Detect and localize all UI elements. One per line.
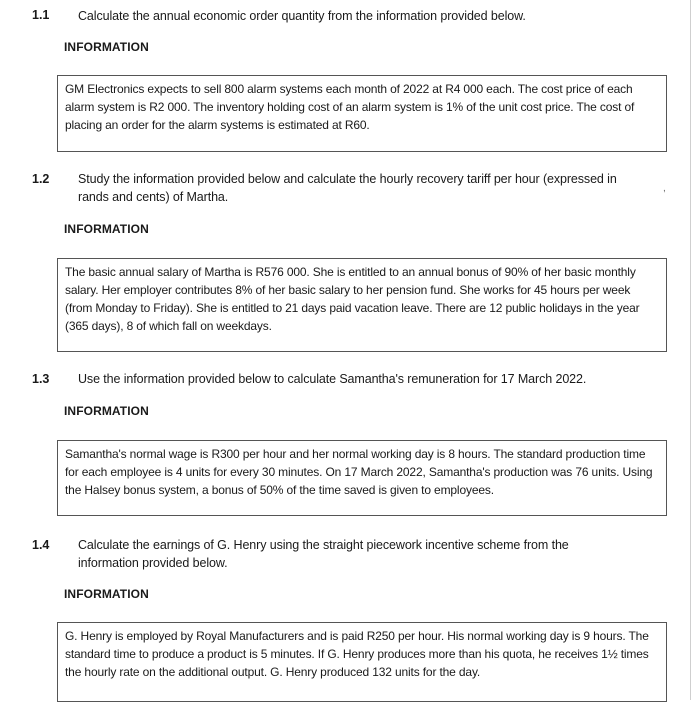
- stray-mark: ,: [663, 183, 666, 194]
- question-prompt: Study the information provided below and calculate the hourly recovery tariff per hour (expressed in rands and cents) of Martha.: [78, 172, 617, 204]
- question-number: 1.3: [32, 372, 50, 386]
- info-box: [57, 258, 667, 352]
- info-heading: INFORMATION: [64, 587, 149, 601]
- info-text: Samantha's normal wage is R300 per hour and her normal working day is 8 hours. The standard production time for each employee is 4 units for every 30 minutes. On 17 March 2022, Samantha's production was 76 units. Using the Halsey bonus system, a bonus of 50% of the time saved is given to employees.: [65, 447, 653, 497]
- info-heading: INFORMATION: [64, 222, 149, 236]
- question-prompt: Calculate the annual economic order quantity from the information provided below.: [78, 9, 526, 23]
- info-box: [57, 440, 667, 516]
- page-edge-rule: [690, 0, 691, 700]
- question-number: 1.2: [32, 172, 50, 186]
- question-number: 1.1: [32, 8, 50, 22]
- info-text: GM Electronics expects to sell 800 alarm systems each month of 2022 at R4 000 each. The cost price of each alarm system is R2 000. The inventory holding cost of an alarm system is 1% of the unit cost price. The cost of placing an order for the alarm systems is estimated at R60.: [65, 82, 635, 132]
- info-box: [57, 622, 667, 702]
- question-prompt: Use the information provided below to calculate Samantha's remuneration for 17 March 2022.: [78, 372, 587, 386]
- info-heading: INFORMATION: [64, 404, 149, 418]
- info-text: G. Henry is employed by Royal Manufacturers and is paid R250 per hour. His normal working day is 9 hours. The standard time to produce a product is 5 minutes. If G. Henry produces more than his quota, he receives 1½ times the hourly rate on the additional output. G. Henry produced 132 units for the day.: [65, 629, 649, 679]
- question-number: 1.4: [32, 538, 50, 552]
- info-text: The basic annual salary of Martha is R576 000. She is entitled to an annual bonus of 90% of her basic monthly salary. Her employer contributes 8% of her basic salary to her pension fund. She works for 45 hours per week (from Monday to Friday). She is entitled to 21 days paid vacation leave. There are 12 public holidays in the year (365 days), 8 of which fall on weekdays.: [65, 265, 640, 333]
- question-prompt: Calculate the earnings of G. Henry using the straight piecework incentive scheme from the information provided below.: [78, 538, 569, 570]
- info-heading: INFORMATION: [64, 40, 149, 54]
- info-box: [57, 75, 667, 152]
